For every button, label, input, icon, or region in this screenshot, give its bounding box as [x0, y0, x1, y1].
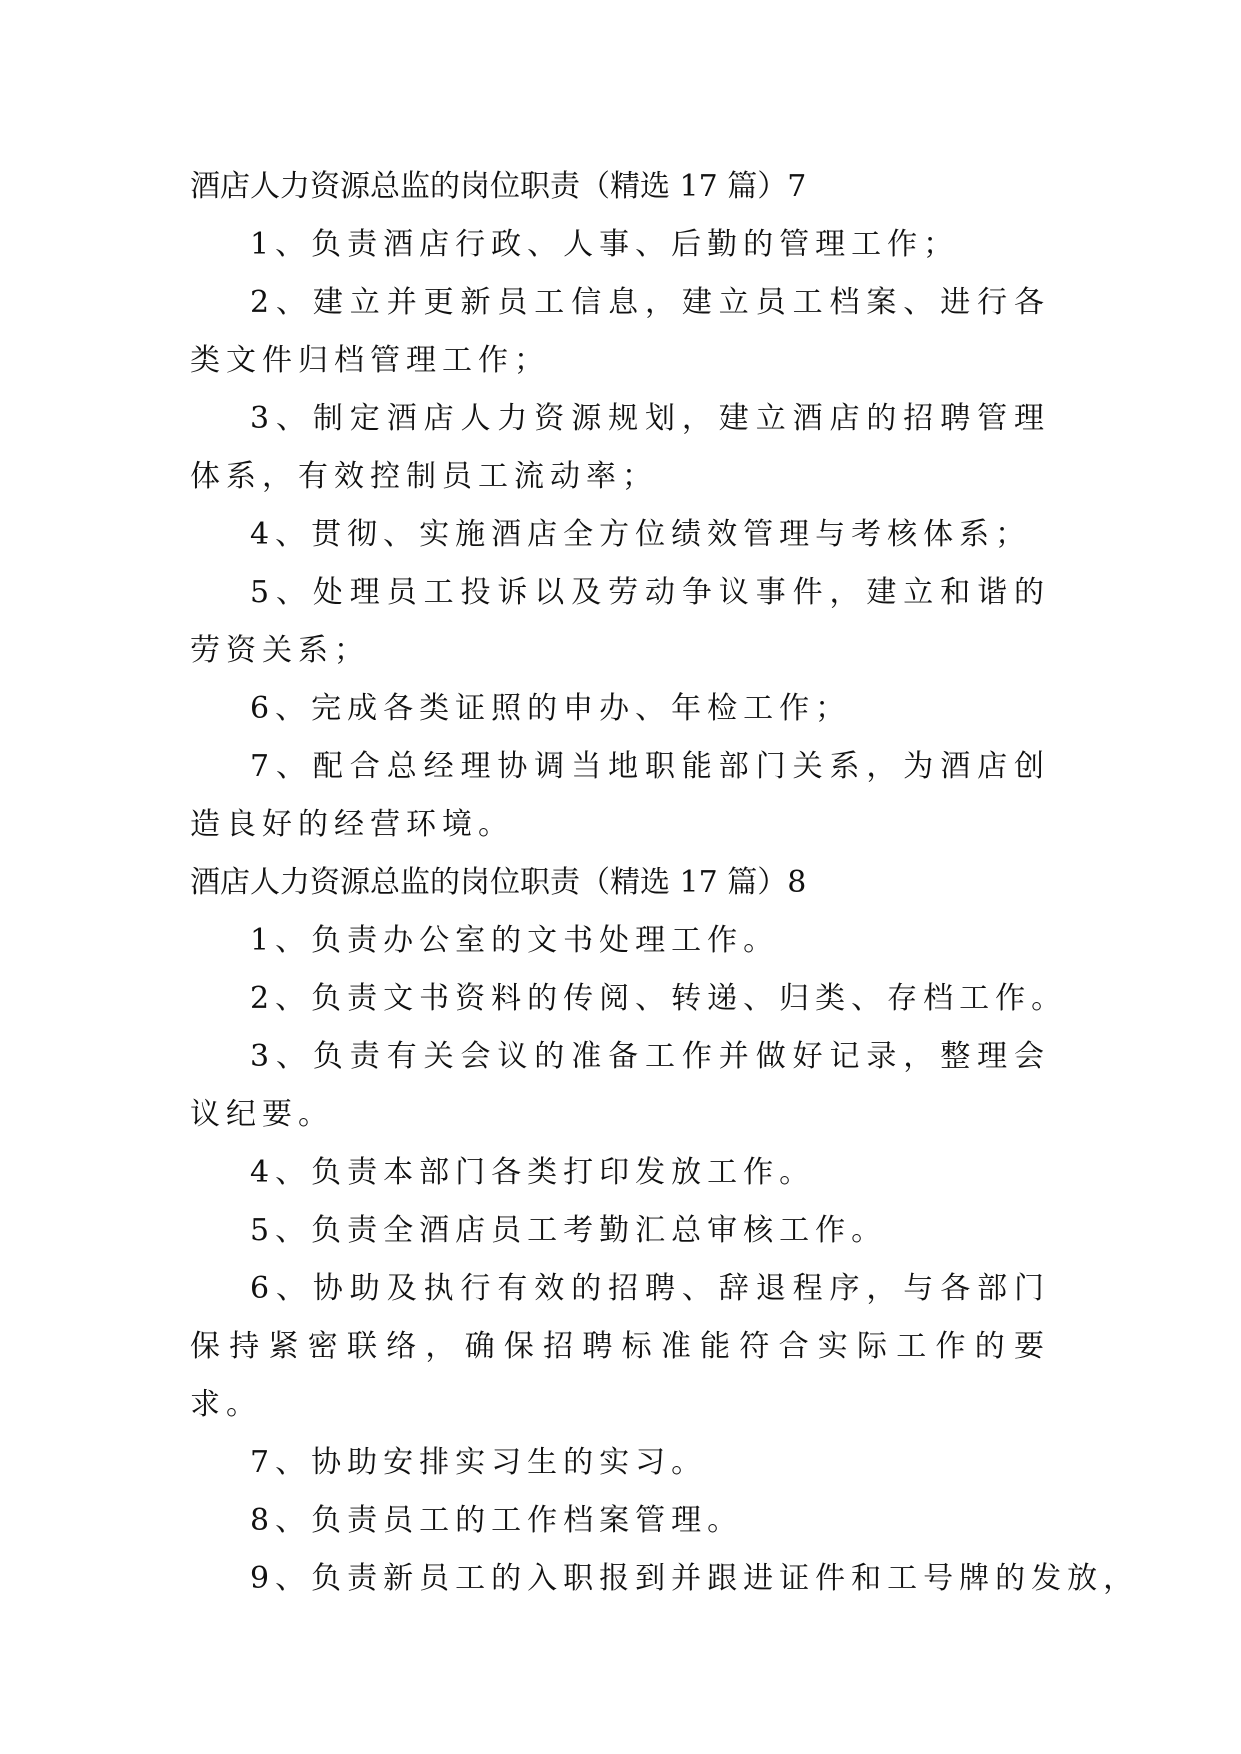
list-item: 6、完成各类证照的申办、年检工作；	[250, 691, 852, 726]
list-item: 6、协助及执行有效的招聘、辞退程序，与各部门保持紧密联络，确保招聘标准能符合实际工作的要求。	[190, 1271, 1050, 1422]
list-item: 2、负责文书资料的传阅、转递、归类、存档工作。	[250, 981, 1068, 1016]
list-item: 4、负责本部门各类打印发放工作。	[250, 1155, 816, 1190]
list-item: 3、制定酒店人力资源规划，建立酒店的招聘管理体系，有效控制员工流动率；	[190, 401, 1050, 494]
list-item: 1、负责办公室的文书处理工作。	[250, 923, 780, 958]
list-item: 3、负责有关会议的准备工作并做好记录，整理会议纪要。	[190, 1039, 1050, 1132]
list-item: 2、建立并更新员工信息，建立员工档案、进行各类文件归档管理工作；	[190, 285, 1050, 378]
list-item: 5、负责全酒店员工考勤汇总审核工作。	[250, 1213, 888, 1248]
list-item: 8、负责员工的工作档案管理。	[250, 1503, 744, 1538]
list-item: 4、贯彻、实施酒店全方位绩效管理与考核体系；	[250, 517, 1032, 552]
list-item: 9、负责新员工的入职报到并跟进证件和工号牌的发放，	[250, 1561, 1140, 1596]
document-body	[190, 158, 1140, 1608]
list-item: 1、负责酒店行政、人事、后勤的管理工作；	[250, 227, 960, 262]
section-title: 酒店人力资源总监的岗位职责（精选 17 篇）7	[190, 169, 807, 204]
list-item: 5、处理员工投诉以及劳动争议事件，建立和谐的劳资关系；	[190, 575, 1050, 668]
list-item: 7、协助安排实习生的实习。	[250, 1445, 708, 1480]
section-title: 酒店人力资源总监的岗位职责（精选 17 篇）8	[190, 865, 807, 900]
list-item: 7、配合总经理协调当地职能部门关系，为酒店创造良好的经营环境。	[190, 749, 1050, 842]
